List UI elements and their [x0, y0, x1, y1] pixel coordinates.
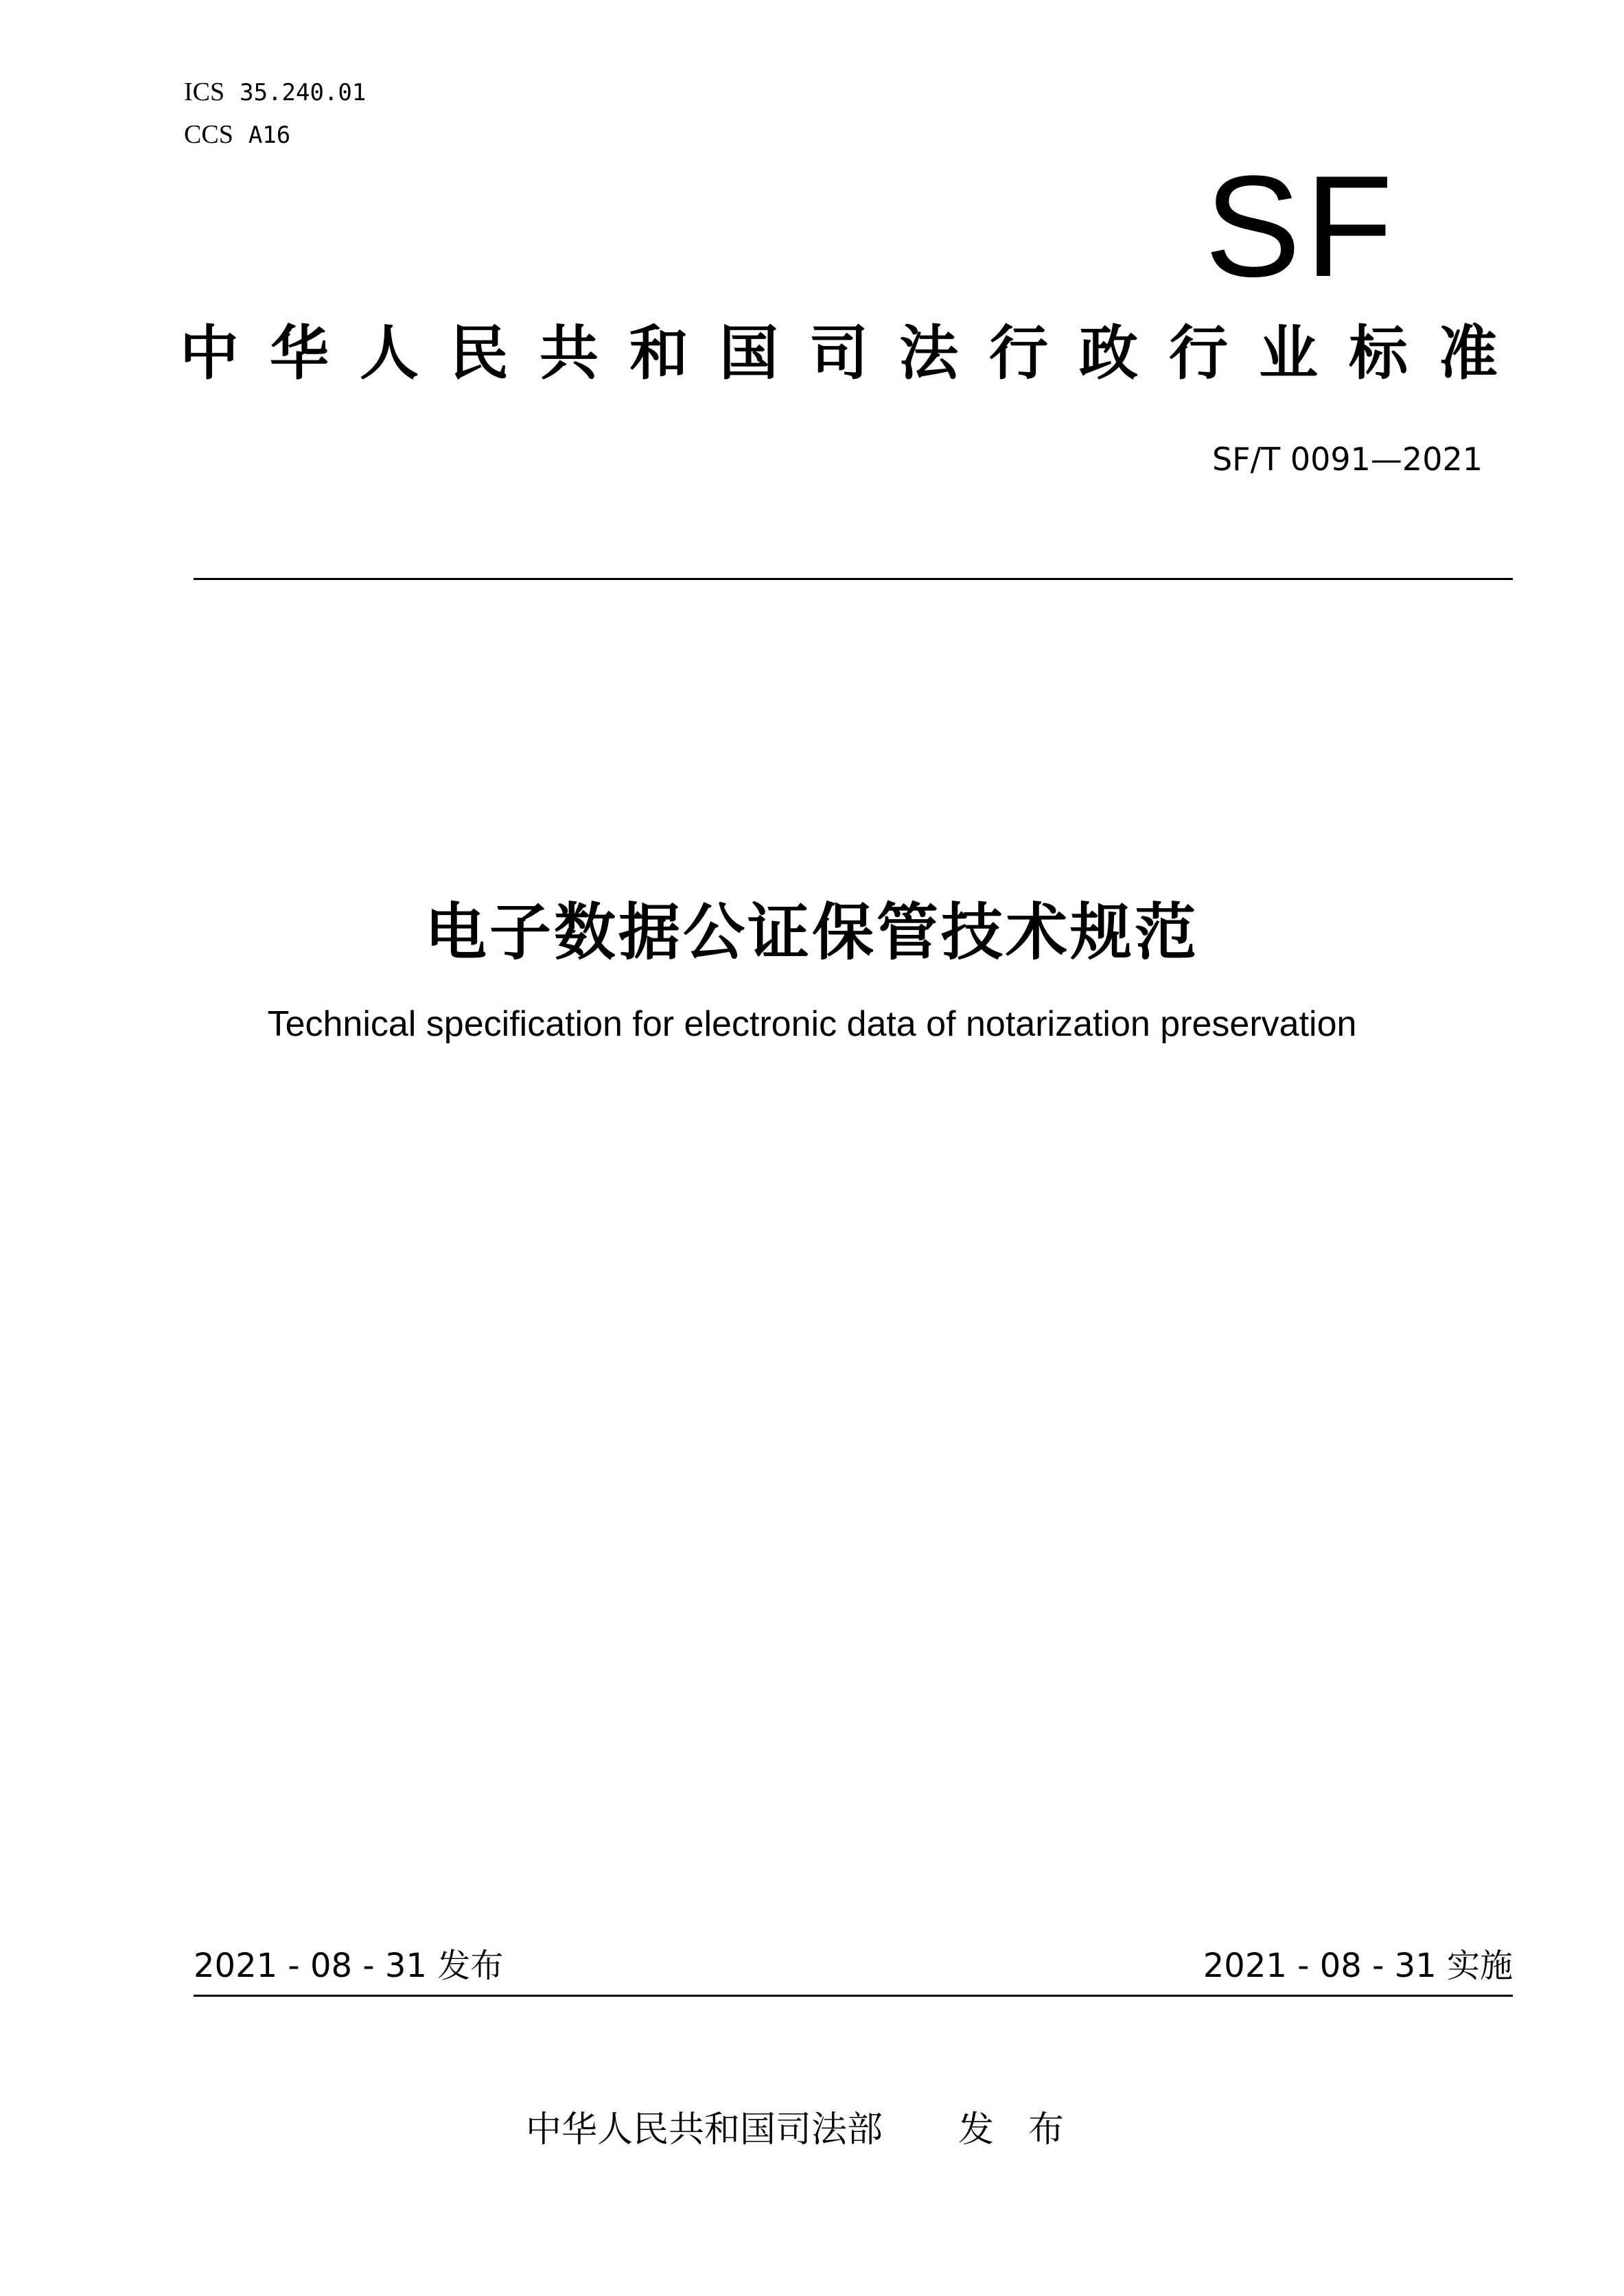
issue-date: 2021 - 08 - 31 发布: [194, 1947, 504, 1985]
standard-title: 中华人民共和国司法行政行业标准: [180, 319, 1529, 388]
document-title-zh: 电子数据公证保管技术规范: [425, 896, 1199, 969]
publish-word: 发布: [958, 2109, 1099, 2150]
standard-number: SF/T 0091—2021: [1211, 441, 1483, 478]
ics-label: ICS: [184, 78, 225, 106]
implementation-date: 2021 - 08 - 31 实施: [1203, 1947, 1513, 1985]
ccs-label: CCS: [184, 120, 233, 149]
ics-value: 35.240.01: [240, 79, 367, 106]
publisher-line: [0, 2100, 1624, 2152]
ccs-value: A16: [248, 121, 291, 149]
publisher-name: 中华人民共和国司法部: [525, 2109, 883, 2150]
top-divider: [194, 578, 1513, 580]
sf-logo-mark: SF: [1205, 146, 1397, 307]
ccs-code: [184, 119, 290, 150]
document-title-en: Technical specification for electronic data of notarization preservation: [267, 1004, 1357, 1044]
ics-code: [184, 77, 366, 107]
bottom-divider: [194, 1995, 1513, 1997]
